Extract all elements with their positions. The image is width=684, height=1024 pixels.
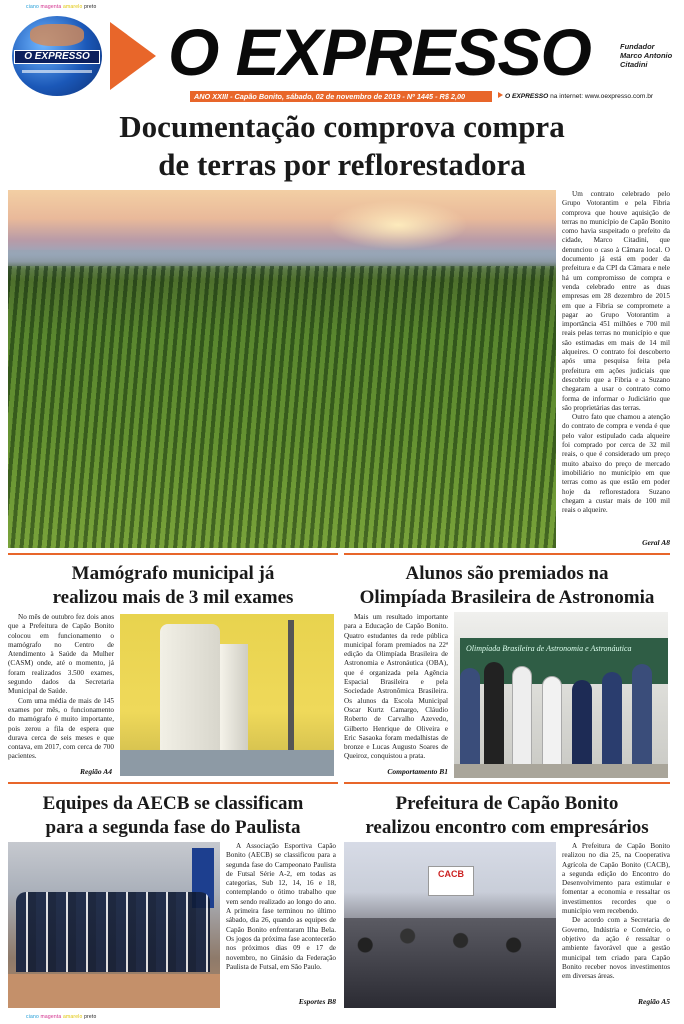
mark-cyan: ciano xyxy=(26,4,39,10)
web-address: na internet: www.oexpresso.com.br xyxy=(548,93,654,100)
person xyxy=(572,680,592,772)
astro-paragraph: Mais um resultado importante para a Educação de Capão Bonito. Quatro estudantes da rede pública municipal foram premiados na 22ª edição da Olimpíada Brasileira de Astronomia e Astronáutica (OBA), que é organizada pela Agência Espacial Brasileira e pela Sociedade Astronômica Brasileira. Os alunos da Escola Municipal Oscar Kurtz Camargo, Cláudio Roberto de Carvalho Azevedo, Gilberto Henrique de Oliveira e Eric Sasaoka foram medalhistas de bronze e Lucas Augusto Soares de Queiroz, conquistou a prata. xyxy=(344,613,448,761)
mark-cyan: ciano xyxy=(26,1014,39,1020)
lead-body xyxy=(562,190,670,515)
lead-headline-line1: Documentação comprova compra xyxy=(119,109,565,144)
business-meeting-photo xyxy=(344,842,556,1008)
mark-black: preto xyxy=(84,4,97,10)
lead-credit: Geral A8 xyxy=(642,538,670,547)
section-rule xyxy=(8,782,338,784)
team-players xyxy=(16,892,210,972)
door-frame xyxy=(288,620,294,770)
aecb-headline-line2: para a segunda fase do Paulista xyxy=(45,817,301,838)
empresarios-headline-line2: realizou encontro com empresários xyxy=(365,817,649,838)
website-line xyxy=(498,91,653,102)
mark-black: preto xyxy=(84,1014,97,1020)
web-brand: O EXPRESSO xyxy=(505,93,549,100)
mark-yellow: amarelo xyxy=(63,1014,83,1020)
mammo-body xyxy=(8,613,114,762)
print-color-marks-bottom xyxy=(26,1014,96,1020)
empresarios-paragraph: De acordo com a Secretaria de Governo, Indústria e Comércio, o objetivo da ação é ressaltar o ambiente favorável que a gestão municipal tem criado para Capão Bonito receber novos investimentos em diversas áreas. xyxy=(562,916,670,981)
astro-headline-line2: Olimpíada Brasileira de Astronomia xyxy=(359,587,655,608)
aecb-body xyxy=(226,842,336,972)
person xyxy=(542,676,562,772)
empresarios-body xyxy=(562,842,670,981)
newspaper-title: O EXPRESSO xyxy=(168,15,591,89)
empresarios-headline-line1: Prefeitura de Capão Bonito xyxy=(395,793,619,814)
mammo-paragraph: Com uma média de mais de 145 exames por mês, o funcionamento do mamógrafo é muito importante, pois zerou a fila de espera que durava cerca de seis meses e que contava, em 2017, com cerca de 700 pacientes. xyxy=(8,696,114,761)
logo-tagline-bar xyxy=(22,70,92,73)
founder-label: Fundador xyxy=(620,42,655,51)
futsal-team-photo xyxy=(8,842,220,1008)
lead-paragraph: Um contrato celebrado pelo Grupo Votorantim e pela Fibria comprova que houve aquisição de terras no município de Capão Bonito como havia suspeitado o prefeito da cidade, Marco Citadini, que denunciou o caso à Câmara local. O documento já está em poder da prefeitura e da CPI da Câmara e nele há um compromisso de compra e venda celebrado entre as duas empresas em 28 dezembro de 2015 em que a Fibria se compromete a pagar ao Grupo Votorantim a importância 451 milhões e 700 mil reais pelas terras no município e que são estimadas em mais de 14 mil alqueires. O contrato foi descoberto após uma pesquisa feita pela prefeitura em ações judiciais que descobriu que a Fibria e a Suzano chegaram a usar o contrato como forma de informar o Judiciário que são proprietárias das terras. xyxy=(562,190,670,412)
aecb-headline xyxy=(8,792,338,840)
empresarios-credit: Região A5 xyxy=(637,997,670,1006)
person xyxy=(512,666,532,772)
person xyxy=(484,662,504,772)
print-color-marks xyxy=(26,4,96,10)
empresarios-headline xyxy=(344,792,670,840)
person xyxy=(632,664,652,772)
tree-rows xyxy=(8,266,556,548)
room-floor xyxy=(120,750,334,776)
section-rule xyxy=(8,553,338,555)
mark-magenta: magenta xyxy=(40,1014,62,1020)
mammo-headline xyxy=(8,562,338,610)
person xyxy=(602,672,622,772)
logo-people-image xyxy=(30,24,84,46)
astro-body xyxy=(344,613,448,762)
lead-paragraph: Outro fato que chamou a atenção do contrato de compra e venda é que pelo valor estipulado cada alqueire foi comprado por cerca de 32 mil reais, o que é considerado um preço muito abaixo do preço de mercado imobiliário no município em que terras como as que estão em poder hoje da reflorestadora Suzano chegam a custar mais de 100 mil reais o alqueire. xyxy=(562,413,670,515)
court-floor xyxy=(8,974,220,1008)
issue-info-bar: ANO XXIII - Capão Bonito, sábado, 02 de novembro de 2019 - Nº 1445 - R$ 2,00 xyxy=(190,91,492,102)
mammo-paragraph: No mês de outubro fez dois anos que a Prefeitura de Capão Bonito colocou em funcionamento o mamógrafo no Centro de Atendimento à Saúde da Mulher (CASM) onde, até o momento, já foram realizados 3.500 exames, segundo dados da Secretaria Municipal de Saúde. xyxy=(8,613,114,696)
audience xyxy=(344,918,556,1008)
person xyxy=(460,668,480,772)
mammograph-photo xyxy=(120,614,334,776)
newspaper-logo xyxy=(12,16,102,96)
founder-credit xyxy=(620,42,680,69)
mark-yellow: amarelo xyxy=(63,4,83,10)
play-arrow-icon xyxy=(110,22,156,90)
machine-column xyxy=(220,644,248,764)
mammograph-machine xyxy=(160,624,220,764)
small-arrow-icon xyxy=(498,92,503,98)
forest-plantation-photo xyxy=(8,190,556,548)
students-award-photo xyxy=(454,612,668,778)
aecb-credit: Esportes B8 xyxy=(298,997,336,1006)
room-floor xyxy=(454,764,668,778)
mammo-credit: Região A4 xyxy=(79,767,112,776)
lead-headline xyxy=(60,108,624,184)
mark-magenta: magenta xyxy=(40,4,62,10)
mammo-headline-line2: realizou mais de 3 mil exames xyxy=(52,587,294,608)
lead-headline-line2: de terras por reflorestadora xyxy=(158,147,526,182)
cacb-banner: CACB xyxy=(428,866,474,896)
empresarios-paragraph: A Prefeitura de Capão Bonito realizou no dia 25, na Cooperativa Agrícola de Capão Bonito (CACB), a segunda edição do Encontro do Desenvolvimento para estimular e fomentar a economia e ressaltar os investimentos recordes que o município vem recebendo. xyxy=(562,842,670,916)
astro-headline-line1: Alunos são premiados na xyxy=(405,563,609,584)
mammo-headline-line1: Mamógrafo municipal já xyxy=(71,563,275,584)
astro-credit: Comportamento B1 xyxy=(387,767,448,776)
section-rule xyxy=(344,782,670,784)
astro-headline xyxy=(344,562,670,610)
olympiad-blackboard: Olimpíada Brasileira de Astronomia e Astronáutica xyxy=(460,638,668,684)
founder-name: Marco Antonio Citadini xyxy=(620,51,673,69)
aecb-headline-line1: Equipes da AECB se classificam xyxy=(42,793,304,814)
aecb-paragraph: A Associação Esportiva Capão Bonito (AECB) se classificou para a segunda fase do Campeonato Paulista de Futsal Série A-2, em todas as categorias, Sub 12, 14, 16 e 18, contemplando o ótimo trabalho que vem sendo realizado ao longo do ano. A primeira fase terminou no último sábado, dia 26, quando as equipes de Capão Bonito enfrentaram Ilha Bela. Os jogos da próxima fase acontecerão nos próximos dias 09 e 17 de novembro, no Ginásio da Federação Paulista de Futsal, em São Paulo. xyxy=(226,842,336,971)
logo-text: O EXPRESSO xyxy=(14,50,100,64)
section-rule xyxy=(344,553,670,555)
sunset-glow xyxy=(328,200,468,250)
